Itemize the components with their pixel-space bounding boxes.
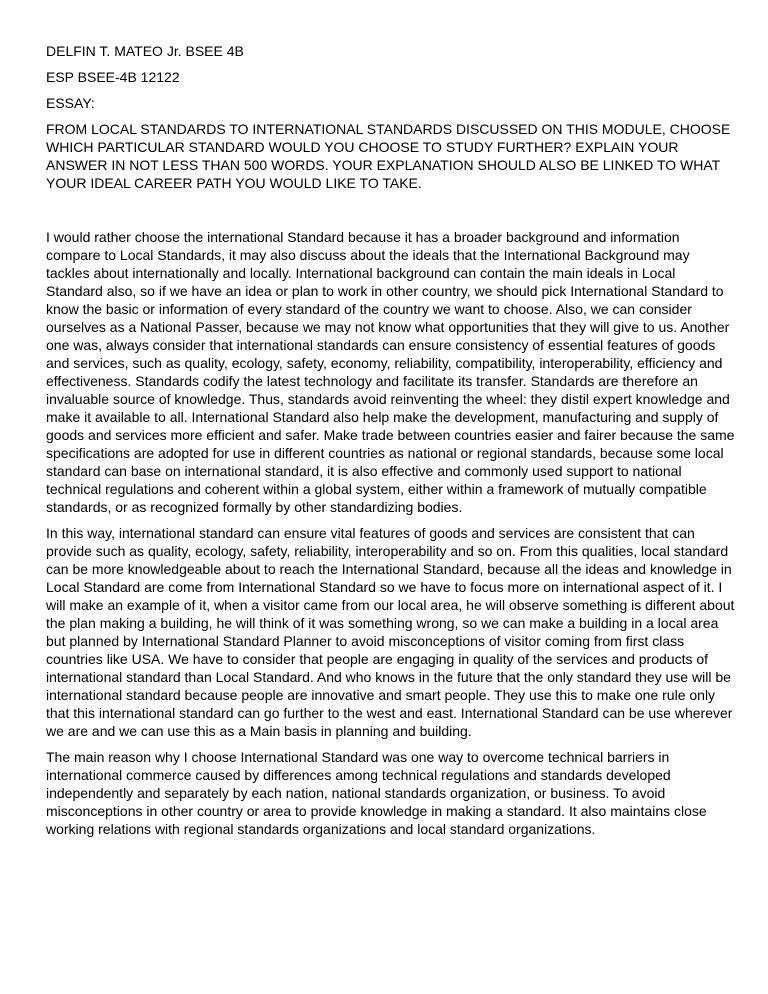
essay-document bbox=[46, 42, 736, 846]
essay-question: FROM LOCAL STANDARDS TO INTERNATIONAL STANDARDS DISCUSSED ON THIS MODULE, CHOOSE WHICH PARTICULAR STANDARD WOULD YOU CHOOSE TO STUDY FURTHER? EXPLAIN YOUR ANSWER IN NOT LESS THAN 500 WORDS. YOUR EXPLANATION SHOULD ALSO BE LINKED TO WHAT YOUR IDEAL CAREER PATH YOU WOULD LIKE TO TAKE. bbox=[46, 121, 731, 191]
essay-paragraph-1: I would rather choose the international Standard because it has a broader background and information compare to Local Standards, it may also discuss about the ideals that the International Background may tackles about internationally and locally. International background can contain the main ideals in Local Standard also, so if we have an idea or plan to work in other country, we should pick International Standard to know the basic or information of every standard of the country we want to choose. Also, we can consider ourselves as a National Passer, because we may not know what opportunities that they will give to us. Another one was, always consider that international standards can ensure consistency of essential features of goods and services, such as quality, ecology, safety, economy, reliability, compatibility, interoperability, efficiency and effectiveness. Standards codify the latest technology and facilitate its transfer. Standards are therefore an invaluable source of knowledge. Thus, standards avoid reinventing the wheel: they distil expert knowledge and make it available to all. International Standard also help make the development, manufacturing and supply of goods and services more efficient and safer. Make trade between countries easier and fairer because the same specifications are adopted for use in different countries as national or regional standards, because some local standard can base on international standard, it is also effective and commonly used support to national technical regulations and coherent within a global system, either within a framework of mutually compatible standards, or as recognized formally by other standardizing bodies. bbox=[46, 229, 735, 515]
course-line: ESP BSEE-4B 12122 bbox=[46, 69, 180, 85]
essay-paragraph-2: In this way, international standard can ensure vital features of goods and services are consistent that can provide such as quality, ecology, safety, reliability, interoperability and so on. From this qualities, local standard can be more knowledgeable about to reach the International Standard, because all the ideas and knowledge in Local Standard are come from International Standard so we have to focus more on international aspect of it. I will make an example of it, when a visitor came from our local area, he will observe something is different about the plan making a building, he will think of it was something wrong, so we can make a building in a local area but planned by International Standard Planner to avoid misconceptions of visitor coming from first class countries like USA. We have to consider that people are engaging in quality of the services and products of international standard than Local Standard. And who knows in the future that the only standard they use will be international standard because people are innovative and smart people. They use this to make one rule only that this international standard can go further to the west and east. International Standard can be use wherever we are and we can use this as a Main basis in planning and building. bbox=[46, 525, 735, 739]
student-name-line: DELFIN T. MATEO Jr. BSEE 4B bbox=[46, 43, 244, 59]
essay-body bbox=[46, 228, 736, 838]
essay-paragraph-3: The main reason why I choose International Standard was one way to overcome technical barriers in international commerce caused by differences among technical regulations and standards developed independently and separately by each nation, national standards organization, or business. To avoid misconceptions in other country or area to provide knowledge in making a standard. It also maintains close working relations with regional standards organizations and local standard organizations. bbox=[46, 749, 707, 837]
essay-label: ESSAY: bbox=[46, 95, 95, 111]
